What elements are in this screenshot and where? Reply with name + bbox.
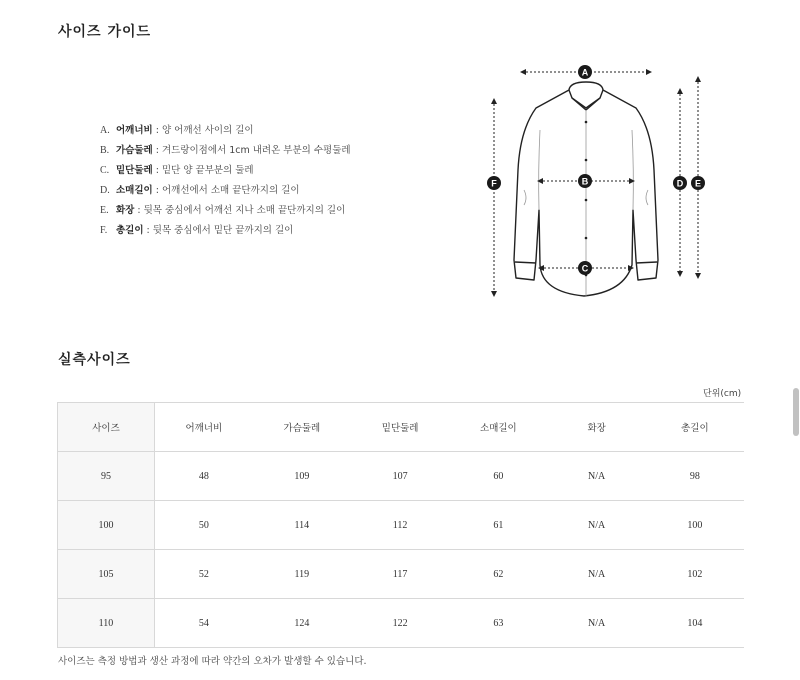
guide-item-letter: A. — [100, 125, 110, 136]
cell-value: 124 — [253, 599, 351, 648]
marker-b — [578, 174, 592, 188]
guide-item-desc: : 밑단 양 끝부분의 둘레 — [152, 165, 254, 176]
cell-value: 98 — [646, 452, 744, 501]
cell-value: 50 — [155, 501, 253, 550]
guide-item-sleeve — [100, 184, 351, 204]
header-chest: 가슴둘레 — [253, 403, 351, 452]
cell-value: 62 — [449, 550, 547, 599]
size-guide-title: 사이즈 가이드 — [58, 24, 152, 40]
cell-size: 110 — [58, 599, 155, 648]
scrollbar[interactable] — [792, 0, 800, 680]
cell-size: 100 — [58, 501, 155, 550]
cell-value: 63 — [449, 599, 547, 648]
cell-value: 122 — [351, 599, 449, 648]
guide-item-desc: : 어깨선에서 소매 끝단까지의 길이 — [152, 185, 300, 196]
cell-value: 61 — [449, 501, 547, 550]
cell-value: 102 — [646, 550, 744, 599]
guide-item-term: 화장 — [116, 205, 135, 216]
header-length: 총길이 — [646, 403, 744, 452]
actual-size-title: 실측사이즈 — [58, 352, 131, 368]
measurement-guide-list — [100, 124, 351, 244]
guide-item-letter: B. — [100, 145, 110, 156]
guide-item-shoulder — [100, 124, 351, 144]
cell-value: 114 — [253, 501, 351, 550]
guide-item-desc: : 뒷목 중심에서 밑단 끝까지의 길이 — [143, 225, 294, 236]
scrollbar-thumb[interactable] — [793, 388, 799, 436]
header-hem: 밑단둘레 — [351, 403, 449, 452]
cell-value: N/A — [548, 501, 646, 550]
marker-f — [487, 176, 501, 190]
marker-c — [578, 261, 592, 275]
cell-value: 117 — [351, 550, 449, 599]
cell-size: 95 — [58, 452, 155, 501]
guide-item-term: 총길이 — [116, 225, 144, 236]
marker-f-label: F — [491, 178, 497, 189]
guide-item-letter: D. — [100, 185, 110, 196]
marker-a — [578, 65, 592, 79]
cell-value: 60 — [449, 452, 547, 501]
header-size: 사이즈 — [58, 403, 155, 452]
header-back-sleeve: 화장 — [548, 403, 646, 452]
marker-e-label: E — [694, 178, 702, 189]
table-header-row — [58, 403, 745, 452]
cell-value: 109 — [253, 452, 351, 501]
guide-item-term: 어깨너비 — [116, 125, 153, 136]
cell-value: 107 — [351, 452, 449, 501]
cell-value: 119 — [253, 550, 351, 599]
size-disclaimer-note: 사이즈는 측정 방법과 생산 과정에 따라 약간의 오차가 발생할 수 있습니다. — [58, 656, 367, 667]
table-row — [58, 599, 745, 648]
cell-size: 105 — [58, 550, 155, 599]
cell-value: N/A — [548, 599, 646, 648]
unit-label: 단위(cm) — [703, 389, 742, 399]
guide-item-desc: : 겨드랑이점에서 1cm 내려온 부분의 수평둘레 — [152, 145, 351, 156]
guide-item-letter: E. — [100, 205, 109, 216]
guide-item-term: 가슴둘레 — [116, 145, 153, 156]
marker-d — [673, 176, 687, 190]
marker-e — [691, 176, 705, 190]
guide-item-chest — [100, 144, 351, 164]
table-row — [58, 501, 745, 550]
cell-value: 104 — [646, 599, 744, 648]
header-shoulder: 어깨너비 — [155, 403, 253, 452]
guide-item-back-sleeve — [100, 204, 351, 224]
cell-value: N/A — [548, 550, 646, 599]
guide-item-desc: : 뒷목 중심에서 어깨선 지나 소매 끝단까지의 길이 — [134, 205, 346, 216]
marker-c-label: C — [581, 263, 589, 274]
size-table — [57, 402, 744, 648]
table-row — [58, 452, 745, 501]
measurement-lines — [494, 72, 698, 295]
cell-value: 48 — [155, 452, 253, 501]
guide-item-letter: C. — [100, 165, 110, 176]
guide-item-term: 밑단둘레 — [116, 165, 153, 176]
cell-value: 100 — [646, 501, 744, 550]
guide-item-term: 소매길이 — [116, 185, 153, 196]
guide-item-letter: F. — [100, 225, 108, 236]
marker-d-label: D — [676, 178, 684, 189]
cell-value: 54 — [155, 599, 253, 648]
header-sleeve: 소매길이 — [449, 403, 547, 452]
guide-item-hem — [100, 164, 351, 184]
guide-item-desc: : 양 어깨선 사이의 길이 — [152, 125, 254, 136]
table-row — [58, 550, 745, 599]
marker-a-label: A — [581, 67, 589, 78]
cell-value: 52 — [155, 550, 253, 599]
guide-item-length — [100, 224, 351, 244]
shirt-measurement-diagram — [484, 60, 724, 305]
marker-b-label: B — [581, 176, 589, 187]
cell-value: N/A — [548, 452, 646, 501]
cell-value: 112 — [351, 501, 449, 550]
